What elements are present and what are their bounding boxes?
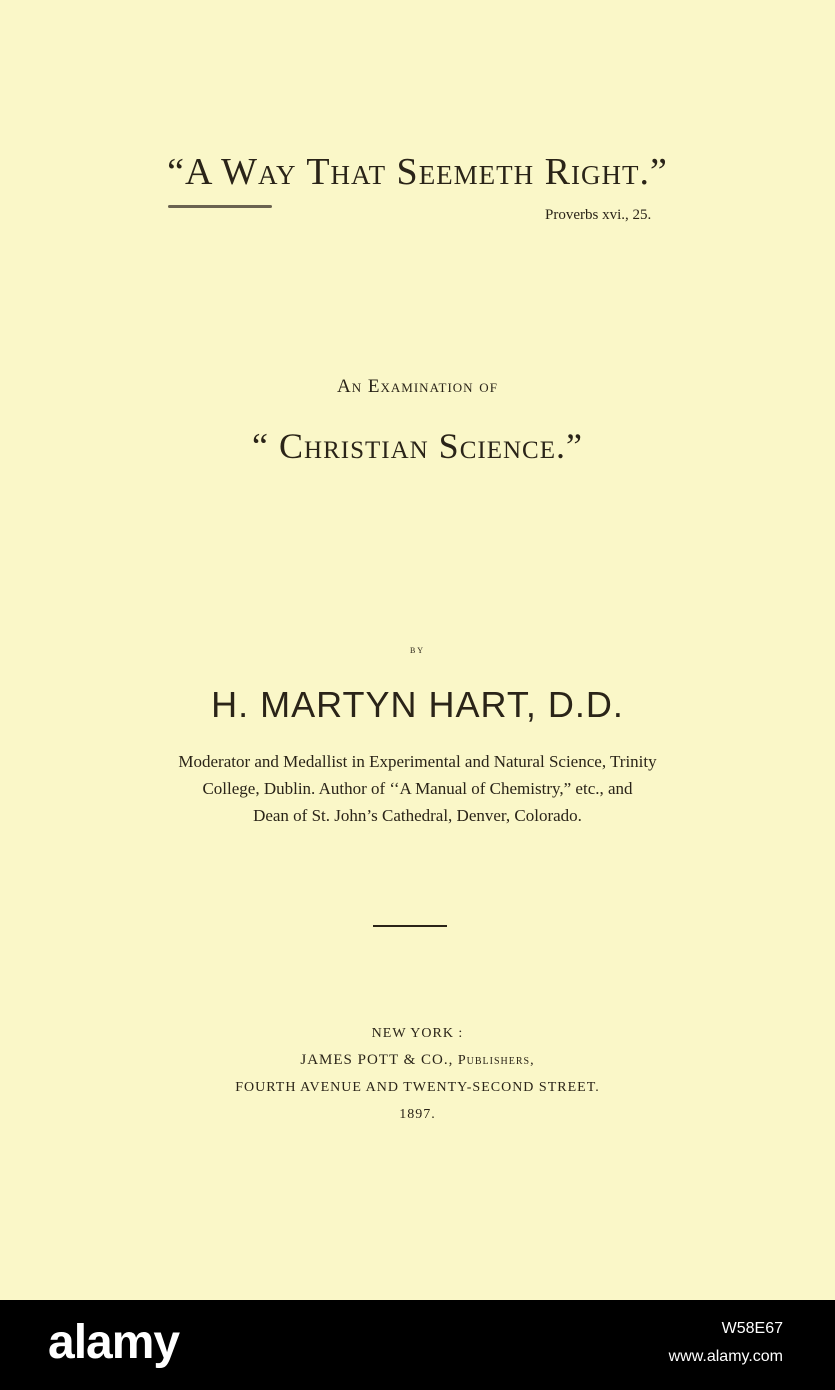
by-line: by <box>409 642 426 656</box>
imprint <box>0 1020 835 1128</box>
credentials-line: Dean of St. John’s Cathedral, Denver, Colorado. <box>253 806 582 825</box>
book-title: “A Way That Seemeth Right.” <box>167 151 668 193</box>
publisher-name: JAMES POTT & CO., <box>300 1052 454 1068</box>
imprint-city: NEW YORK : <box>371 1026 464 1041</box>
credentials-line: College, Dublin. Author of ‘‘A Manual of Chemistry,” etc., and <box>202 779 633 798</box>
subtitle: An Examination of <box>337 376 498 397</box>
imprint-publisher <box>0 1047 835 1074</box>
pencil-underline-mark <box>168 205 272 208</box>
imprint-year: 1897. <box>399 1107 436 1122</box>
publisher-role: Publishers, <box>457 1053 535 1068</box>
scripture-citation: Proverbs xvi., 25. <box>545 207 652 223</box>
credentials-line: Moderator and Medallist in Experimental and Natural Science, Trinity <box>178 752 657 771</box>
divider-rule <box>373 925 447 927</box>
author-name: H. MARTYN HART, D.D. <box>211 684 624 725</box>
site-url: www.alamy.com <box>668 1348 783 1365</box>
image-id: W58E67 <box>721 1320 783 1337</box>
author-credentials <box>0 748 835 829</box>
alamy-logo: alamy <box>48 1316 180 1369</box>
subject-title: “ Christian Science.” <box>252 426 583 466</box>
imprint-address: FOURTH AVENUE AND TWENTY-SECOND STREET. <box>235 1080 600 1095</box>
